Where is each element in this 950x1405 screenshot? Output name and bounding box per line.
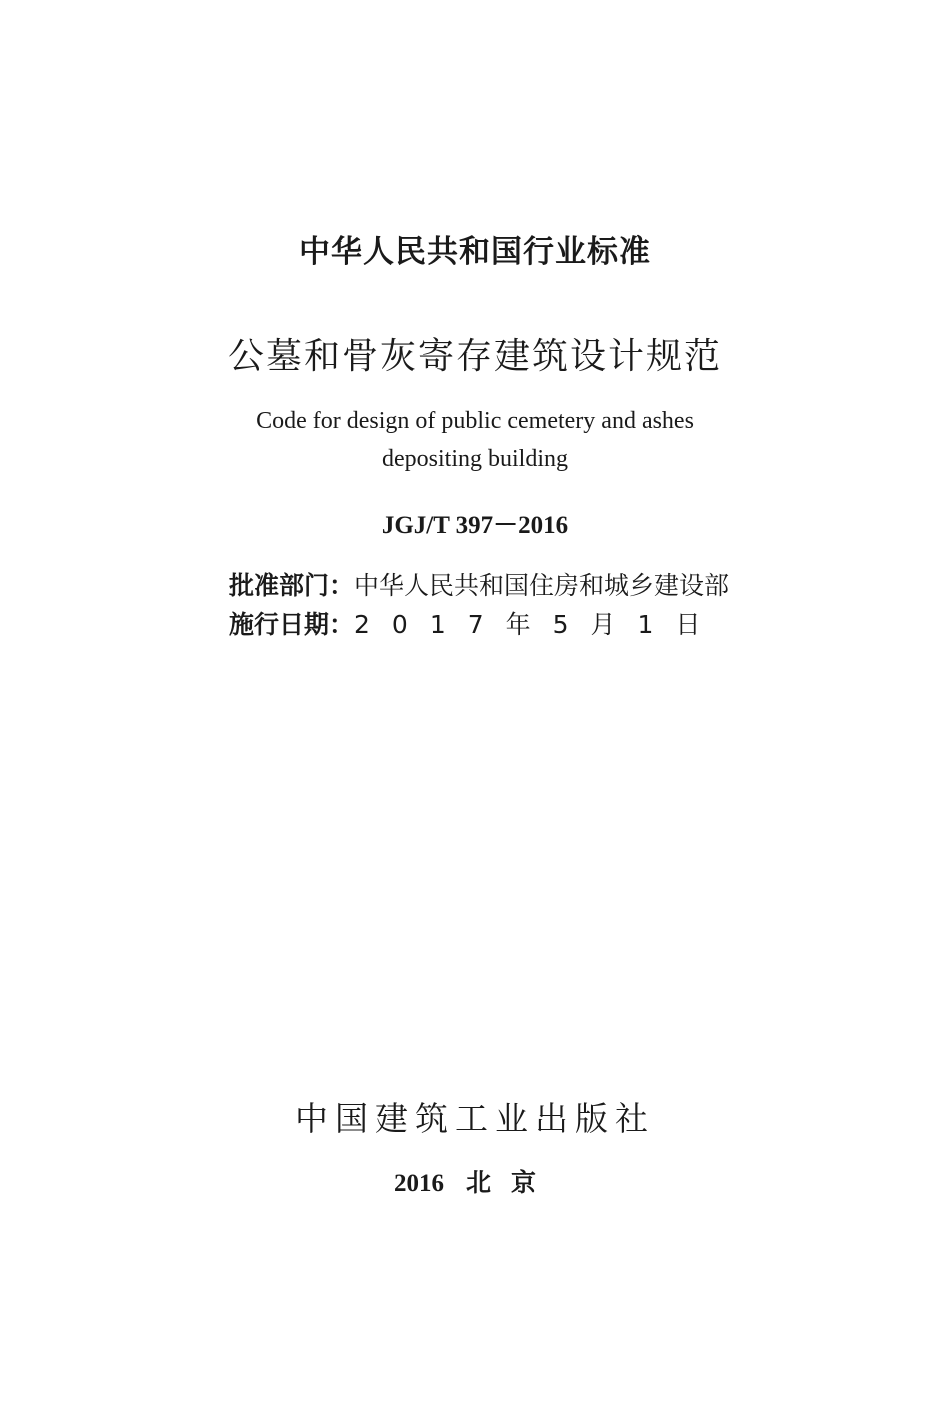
document-title-en (0, 402, 950, 478)
publication-city: 北京 (465, 1168, 556, 1197)
approval-label: 批准部门： (229, 571, 355, 600)
publisher-name: 中国建筑工业出版社 (295, 1099, 655, 1138)
standard-category: 中华人民共和国行业标准 (299, 234, 651, 270)
title-en-line-1: Code for design of public cemetery and ashes (256, 408, 694, 434)
effective-date: 2017年5月1日 (354, 610, 723, 639)
effective-date-label: 施行日期： (229, 610, 355, 639)
effective-date-row (229, 605, 729, 644)
approval-department: 中华人民共和国住房和城乡建设部 (354, 571, 730, 600)
publication-place (0, 1163, 950, 1199)
approval-row (229, 566, 729, 605)
document-title-cn: 公墓和骨灰寄存建筑设计规范 (227, 336, 722, 377)
title-en-line-2: depositing building (382, 446, 568, 472)
publication-year: 2016 (393, 1170, 444, 1197)
standard-code: JGJ/T 397－2016 (381, 512, 569, 539)
approval-block (229, 566, 729, 644)
